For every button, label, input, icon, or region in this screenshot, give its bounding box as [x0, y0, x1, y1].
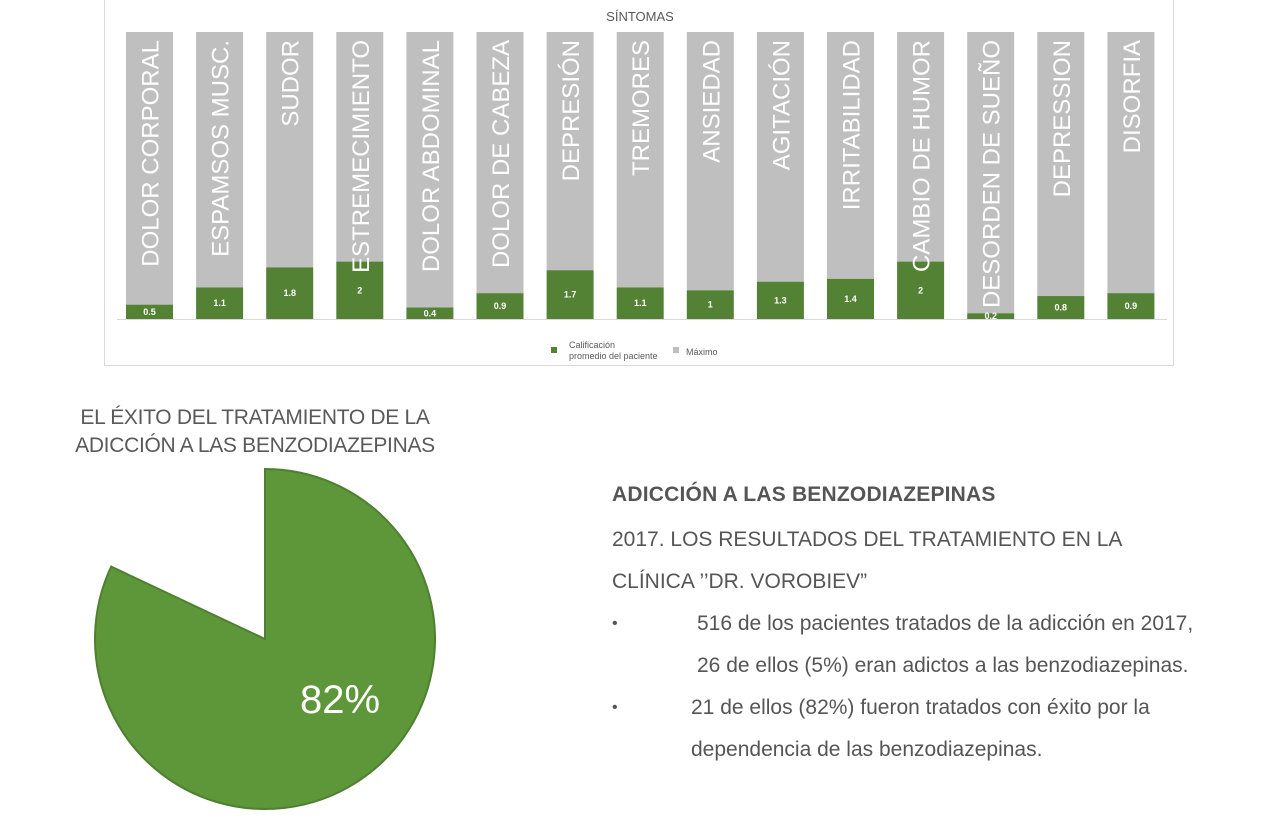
category-label: DEPRESIÓN — [558, 39, 586, 182]
benzodiazepine-summary — [612, 478, 1252, 771]
pie-title — [60, 404, 450, 460]
bar-value-label: 1.3 — [774, 295, 787, 306]
bar-value-label: 1 — [707, 299, 713, 310]
category-label: SUDOR — [277, 40, 305, 127]
bullet-item-1 — [612, 603, 1252, 687]
category-label: CAMBIO DE HUMOR — [908, 40, 936, 273]
category-label: IRRITABILIDAD — [838, 40, 866, 211]
bar-value-label: 0.9 — [493, 301, 507, 312]
bullet-2-line-2: dependencia de las benzodiazepinas. — [691, 738, 1043, 761]
category-label: ESTREMECIMIENTO — [347, 40, 375, 273]
bullet-2-line-1: 21 de ellos (82%) fueron tratados con éxito por la — [691, 696, 1150, 719]
bullet-1-line-1: 516 de los pacientes tratados de la adicción en 2017, — [697, 612, 1194, 635]
category-label: TREMORES — [628, 40, 656, 177]
pie-title-line-2: ADICCIÓN A LAS BENZODIAZEPINAS — [75, 434, 435, 457]
summary-heading: ADICCIÓN A LAS BENZODIAZEPINAS — [612, 483, 996, 506]
legend-swatch-max — [673, 347, 679, 353]
bar-value-label: 0.5 — [143, 306, 156, 317]
category-label: DESORDEN DE SUEÑO — [978, 39, 1006, 309]
bar-value-label: 2 — [918, 285, 924, 296]
legend-label-max: Máximo — [686, 347, 718, 357]
bar-value-label: 0.9 — [1124, 301, 1138, 312]
treatment-success-pie-chart — [80, 455, 460, 825]
bullet-item-2 — [612, 687, 1252, 771]
bar-value-label: 1.1 — [213, 298, 226, 309]
legend-label-avg-line1: Calificación — [569, 340, 616, 350]
bar-value-label: 1.8 — [283, 288, 296, 299]
chart-title: SÍNTOMAS — [606, 9, 674, 24]
bar-value-label: 1.4 — [844, 293, 857, 304]
bar-value-label: 1.1 — [633, 298, 647, 309]
pie-slice-success — [95, 469, 435, 809]
legend-swatch-avg — [551, 347, 557, 353]
bullet-dot: • — [612, 699, 618, 716]
category-label: ESPAMSOS MUSC. — [207, 40, 235, 257]
summary-line-1: 2017. LOS RESULTADOS DEL TRATAMIENTO EN LA — [612, 528, 1123, 551]
pie-slice-label: 82% — [299, 678, 381, 722]
bullet-dot: • — [612, 615, 618, 632]
summary-line-2: CLÍNICA ’’DR. VOROBIEV” — [612, 570, 868, 593]
bullet-1-line-2: 26 de ellos (5%) eran adictos a las benzodiazepinas. — [697, 654, 1189, 677]
symptoms-bar-chart — [104, 0, 1174, 366]
pie-title-line-1: EL ÉXITO DEL TRATAMIENTO DE LA — [80, 406, 430, 429]
bar-value-label: 1.7 — [563, 289, 577, 300]
bar-value-label: 0.4 — [423, 308, 437, 319]
category-label: DOLOR CORPORAL — [137, 40, 165, 267]
category-label: AGITACIÓN — [768, 40, 796, 171]
legend-label-avg-line2: promedio del paciente — [569, 351, 658, 361]
category-label: DOLOR ABDOMINAL — [417, 40, 445, 273]
bar-value-label: 0.8 — [1054, 302, 1068, 313]
bar-value-label: 0.2 — [984, 311, 997, 322]
category-label: DEPRESSION — [1048, 40, 1076, 198]
category-label: DISORFIA — [1118, 40, 1146, 154]
category-label: ANSIEDAD — [698, 40, 726, 163]
bar-value-label: 2 — [357, 285, 363, 296]
category-label: DOLOR DE CABEZA — [488, 40, 515, 269]
